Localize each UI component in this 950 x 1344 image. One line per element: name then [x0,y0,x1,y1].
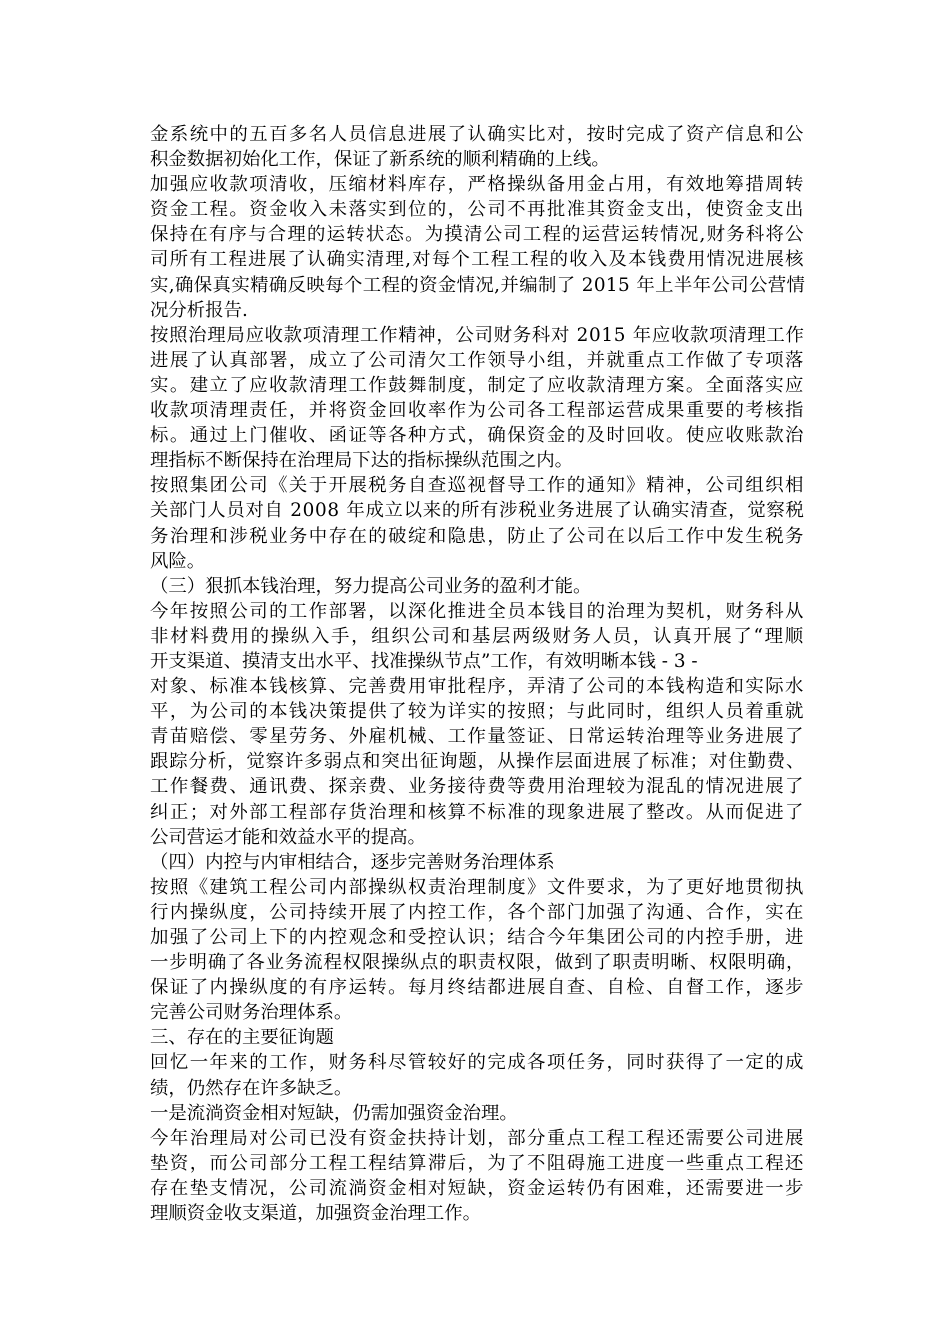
text-line: （四）内控与内审相结合，逐步完善财务治理体系 [150,851,555,873]
text-line: 存在垫支情况，公司流淌资金相对短缺，资金运转仍有困难，还需要进一步 [150,1177,805,1199]
text-line: 加强了公司上下的内控观念和受控认识；结合今年集团公司的内控手册，进 [150,927,805,948]
text-line: 垫资，而公司部分工程工程结算滞后，为了不阻碍施工进度一些重点工程还 [150,1152,805,1174]
text-line: 青苗赔偿、零星劳务、外雇机械、工作量签证、日常运转治理等业务进展了 [150,726,805,748]
text-line: 实,确保真实精确反映每个工程的资金情况,并编制了 2015 年上半年公司公营情 [150,274,805,296]
text-line: 理顺资金收支渠道，加强资金治理工作。 [150,1203,482,1225]
text-line: 跟踪分析，觉察许多弱点和突出征询题，从操作层面进展了标准；对住勤费、 [150,751,805,773]
text-line: 一步明确了各业务流程权限操纵点的职责权限，做到了职责明晰、权限明确， [150,952,805,974]
text-line: 保持在有序与合理的运转状态。为摸清公司工程的运营运转情况,财务科将公 [150,224,805,246]
text-line: 一是流淌资金相对短缺，仍需加强资金治理。 [150,1102,518,1124]
paragraph [150,323,805,474]
text-line: 行内操纵度，公司持续开展了内控工作，各个部门加强了沟通、合作，实在 [150,901,805,923]
text-line: 进展了认真部署，成立了公司清欠工作领导小组，并就重点工作做了专项落 [150,349,805,371]
text-line: 风险。 [150,550,206,572]
text-line: 非材料费用的操纵入手，组织公司和基层两级财务人员，认真开展了“理顺 [150,625,805,647]
text-line: 务治理和涉税业务中存在的破绽和隐患，防止了公司在以后工作中发生税务 [150,525,805,547]
text-line: 按照治理局应收款项清理工作精神，公司财务科对 2015 年应收款项清理工作 [150,324,805,346]
paragraph [150,599,805,850]
text-line: 公司营运才能和效益水平的提高。 [150,826,426,848]
paragraph [150,1126,805,1226]
text-line: 回忆一年来的工作，财务科尽管较好的完成各项任务，同时获得了一定的成 [150,1052,805,1074]
paragraph [150,850,805,875]
text-line: 完善公司财务治理体系。 [150,1002,353,1024]
text-line: 关部门人员对自 2008 年成立以来的所有涉税业务进展了认确实清查，觉察税 [150,500,805,522]
text-line: 实。建立了应收款清理工作鼓舞制度，制定了应收款清理方案。全面落实应 [150,374,805,396]
paragraph [150,473,805,573]
text-line: 金系统中的五百多名人员信息进展了认确实比对，按时完成了资产信息和公 [150,124,805,145]
text-line: 标。通过上门催收、函证等各种方式，确保资金的及时回收。使应收账款治 [150,425,805,447]
paragraph [150,1101,805,1126]
text-line: 三、存在的主要征询题 [150,1027,334,1049]
text-line: 绩，仍然存在许多缺乏。 [150,1077,353,1099]
text-line: 收款项清理责任，并将资金回收率作为公司各工程部运营成果重要的考核指 [150,400,805,422]
paragraph [150,1050,805,1100]
text-line: 按照集团公司《关于开展税务自查巡视督导工作的通知》精神，公司组织相 [150,475,805,497]
text-line: 积金数据初始化工作，保证了新系统的顺利精确的上线。 [150,149,610,171]
text-line: 开支渠道、摸清支出水平、找准操纵节点”工作，有效明晰本钱 - 3 - [150,650,698,672]
text-line: 平，为公司的本钱决策提供了较为详实的按照；与此同时，组织人员着重就 [150,701,805,723]
text-line: 工作餐费、通讯费、探亲费、业务接待费等费用治理较为混乱的情况进展了 [150,776,805,798]
paragraph [150,574,805,599]
text-line: 纠正；对外部工程部存货治理和核算不标准的现象进展了整改。从而促进了 [150,801,805,823]
text-line: 对象、标准本钱核算、完善费用审批程序，弄清了公司的本钱构造和实际水 [150,676,805,698]
text-line: 加强应收款项清收，压缩材料库存，严格操纵备用金占用，有效地筹措周转 [150,174,805,196]
paragraph [150,172,805,323]
text-line: 资金工程。资金收入未落实到位的，公司不再批准其资金支出，使资金支出 [150,199,805,221]
text-line: 今年治理局对公司已没有资金扶持计划，部分重点工程工程还需要公司进展 [150,1127,805,1149]
text-line: （三）狠抓本钱治理，努力提高公司业务的盈利才能。 [150,575,592,597]
text-line: 况分析报告. [150,299,248,321]
paragraph [150,122,805,172]
paragraph [150,875,805,1026]
text-line: 今年按照公司的工作部署，以深化推进全员本钱目的治理为契机，财务科从 [150,600,805,622]
document-page [150,122,805,1226]
text-line: 理指标不断保持在治理局下达的指标操纵范围之内。 [150,450,573,472]
text-line: 司所有工程进展了认确实清理,对每个工程工程的收入及本钱费用情况进展核 [150,249,805,271]
text-line: 按照《建筑工程公司内部操纵权责治理制度》文件要求，为了更好地贯彻执 [150,876,805,898]
paragraph [150,1025,805,1050]
text-line: 保证了内操纵度的有序运转。每月终结都进展自查、自检、自督工作，逐步 [150,977,805,999]
